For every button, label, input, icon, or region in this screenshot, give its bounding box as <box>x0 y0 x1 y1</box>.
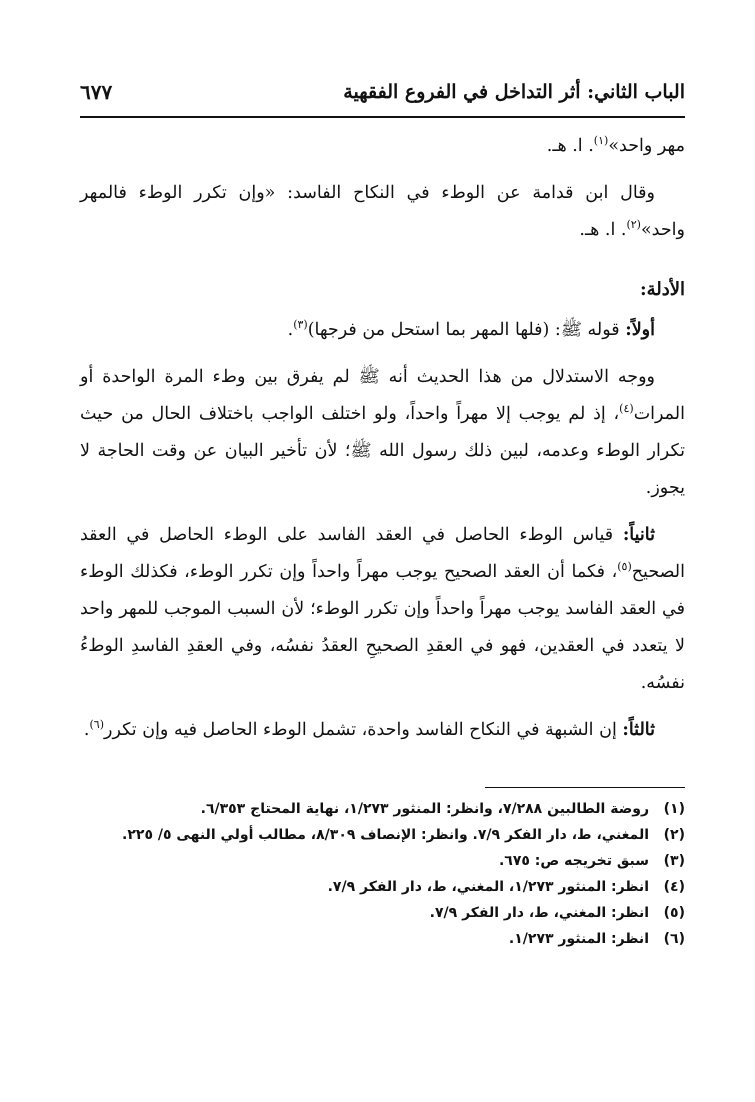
footnote-ref-6[interactable]: (٦) <box>89 718 105 732</box>
footnote-item: (٣) سبق تخريجه ص: ٦٧٥. <box>498 853 685 869</box>
footnote-ref-3[interactable]: (٣) <box>293 318 308 332</box>
main-text <box>80 128 685 759</box>
page-header <box>80 72 685 112</box>
evidence-1-explanation: ووجه الاستدلال من هذا الحديث أنه ﷺ لم يفرق بين وطء المرة الواحدة أو المرات$^{(٤)}$، إذ لم يوجب إلا مهراً واحداً، ولو اختلف الواجب باختلاف الحال من حيث تكرار الوطء وعدمه، لبين ذلك رسول الله ﷺ؛ لأن تأخير البيان عن وقت الحاجة لا يجوز. <box>80 367 685 498</box>
footnote-item: (٤) انظر: المنثور ١/٢٧٣، المغني، ط، دار الفكر ٧/٩. <box>327 879 685 895</box>
footnote-ref-4[interactable]: (٤) <box>619 402 634 416</box>
paragraph-2: وقال ابن قدامة عن الوطء في النكاح الفاسد: «وإن تكرر الوطء فالمهر واحد»$^{(٢)}$. ا. هـ. <box>80 183 685 240</box>
footnote-ref-2[interactable]: (٢) <box>626 218 641 232</box>
footnote-item: (٦) انظر: المنثور ١/٢٧٣. <box>508 931 685 947</box>
page-number: ٦٧٧ <box>80 80 113 104</box>
running-title: الباب الثاني: أثر التداخل في الفروع الفقهية <box>343 81 685 103</box>
header-divider <box>80 116 685 118</box>
evidence-1: أولاً: قوله ﷺ: (فلها المهر بما استحل من فرجها)$^{(٣)}$. <box>287 318 655 340</box>
evidence-2: ثانياً: قياس الوطء الحاصل في العقد الفاسد على الوطء الحاصل في العقد الصحيح$^{(٥)}$، فكما أن العقد الصحيح يوجب مهراً واحداً وإن تكرر الوطء، فكذلك الوطء في العقد الفاسد يوجب مهراً واحداً وإن تكرر الوطء؛ لأن السبب الموجب للمهر واحد لا يتعدد في العقدين، فهو في العقدِ الصحيحِ العقدُ نفسُه، وفي العقدِ الفاسدِ الوطءُ نفسُه. <box>80 525 685 693</box>
footnotes <box>80 796 685 952</box>
paragraph-1: مهر واحد»$^{(١)}$. ا. هـ. <box>546 134 685 156</box>
footnote-item: (٢) المغني، ط، دار الفكر ٧/٩. وانظر: الإنصاف ٨/٣٠٩، مطالب أولي النهى ٥/ ٢٢٥. <box>122 827 685 843</box>
footnote-ref-5[interactable]: (٥) <box>617 560 632 574</box>
section-heading-evidence: الأدلة: <box>639 279 685 300</box>
footnote-item: (٥) انظر: المغني، ط، دار الفكر ٧/٩. <box>429 905 685 921</box>
footnote-item: (١) روضة الطالبين ٧/٢٨٨، وانظر: المنثور ١/٢٧٣، نهاية المحتاج ٦/٣٥٣. <box>200 801 685 817</box>
evidence-3: ثالثاً: إن الشبهة في النكاح الفاسد واحدة، تشمل الوطء الحاصل فيه وإن تكرر$^{(٦)}$. <box>83 718 655 740</box>
footnote-divider <box>485 787 685 788</box>
footnote-ref-1[interactable]: (١) <box>593 134 609 148</box>
